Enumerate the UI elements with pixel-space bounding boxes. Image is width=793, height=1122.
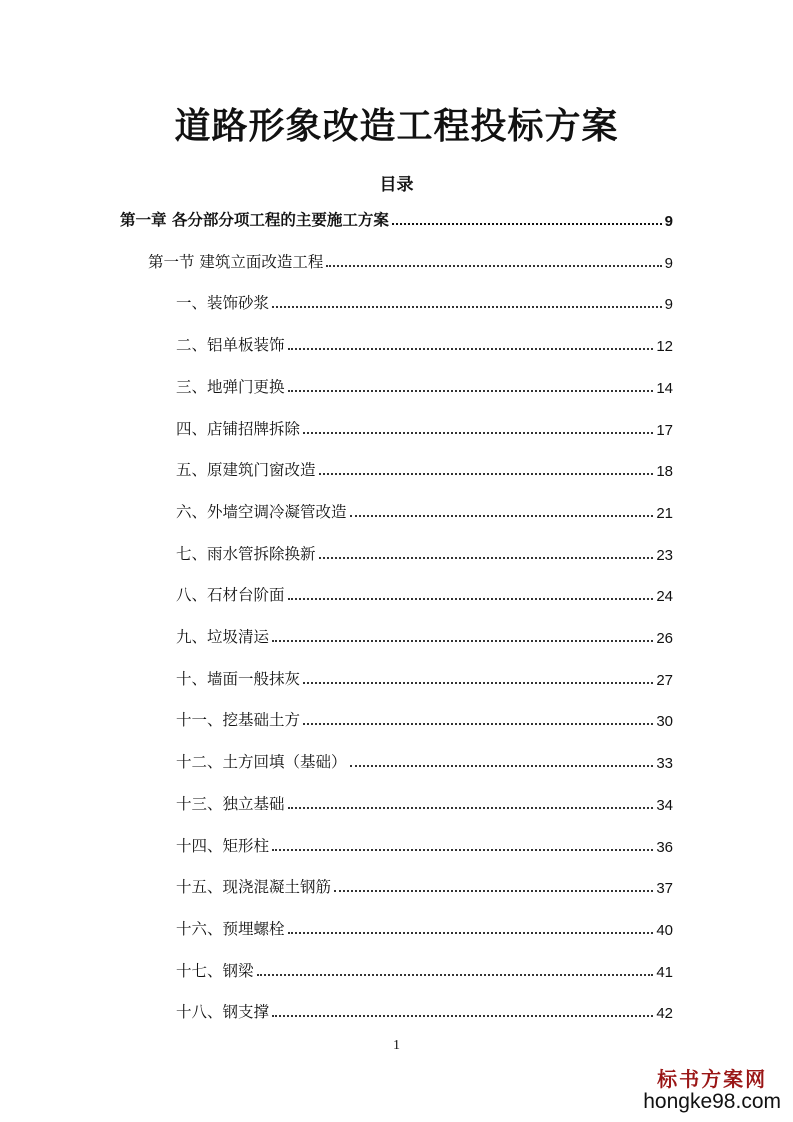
toc-entry-label: 十八、钢支撑 [176,1003,270,1022]
toc-dot-leader [326,265,661,267]
toc-item-entry[interactable] [176,959,673,981]
site-watermark [643,1063,781,1114]
toc-dot-leader [272,1015,653,1017]
toc-entry-page: 9 [664,254,673,272]
toc-item-entry[interactable] [176,750,673,772]
toc-dot-leader [334,890,653,892]
toc-dot-leader [272,640,653,642]
toc-dot-leader [288,390,654,392]
toc-item-entry[interactable] [176,917,673,939]
toc-entry-page: 9 [664,296,673,314]
toc-entry-page: 26 [656,630,673,647]
toc-item-entry[interactable] [176,583,673,605]
toc-item-entry[interactable] [176,834,673,856]
toc-entry-label: 七、雨水管拆除换新 [176,544,316,563]
toc-entry-page: 33 [656,755,673,773]
toc-entry-page: 23 [656,546,673,564]
toc-dot-leader [319,557,654,559]
watermark-url: hongke98.com [643,1090,781,1113]
toc-dot-leader [303,723,653,725]
toc-entry-label: 十二、土方回填（基础） [176,753,347,772]
toc-item-entry[interactable] [176,792,673,814]
toc-entry-label: 十、墙面一般抹灰 [176,669,301,688]
toc-item-entry[interactable] [176,500,673,522]
toc-entry-page: 9 [664,213,673,230]
toc-entry-label: 八、石材台阶面 [176,586,285,605]
toc-heading: 目录 [379,175,414,195]
toc-entry-page: 34 [656,796,673,814]
toc-entry-page: 42 [656,1005,673,1023]
toc-entry-label: 四、店铺招牌拆除 [176,419,301,438]
toc-entry-label: 三、地弹门更换 [176,377,285,396]
toc-item-entry[interactable] [176,458,673,480]
toc-dot-leader [257,974,654,976]
toc-dot-leader [288,807,654,809]
toc-item-entry[interactable] [176,708,673,730]
toc-dot-leader [272,306,662,308]
toc-dot-leader [288,932,654,934]
toc-entry-label: 十七、钢梁 [176,961,254,980]
toc-entry-label: 十四、矩形柱 [176,836,270,855]
toc-item-entry[interactable] [176,1000,673,1022]
toc-entry-page: 12 [656,338,673,356]
toc-dot-leader [272,849,653,851]
toc-dot-leader [303,432,653,434]
toc-entry-page: 24 [656,588,673,606]
toc-item-entry[interactable] [176,291,673,313]
toc-entry-label: 第一节 建筑立面改造工程 [148,252,324,271]
toc-entry-label: 一、装饰砂浆 [176,294,270,313]
toc-entry-label: 十五、现浇混凝土钢筋 [176,878,332,897]
toc-entry-page: 36 [656,838,673,856]
toc-entry-label: 十三、独立基础 [176,794,285,813]
toc-entry-page: 21 [656,504,673,522]
toc-section-entry[interactable] [148,250,673,272]
toc-dot-leader [350,765,654,767]
toc-entry-page: 37 [656,880,673,898]
page-number: 1 [393,1038,400,1053]
toc-dot-leader [288,598,654,600]
toc-entry-page: 18 [656,463,673,481]
toc-item-entry[interactable] [176,875,673,897]
toc-item-entry[interactable] [176,375,673,397]
toc-dot-leader [319,473,654,475]
toc-item-entry[interactable] [176,333,673,355]
toc-entry-label: 五、原建筑门窗改造 [176,461,316,480]
toc-item-entry[interactable] [176,542,673,564]
toc-entry-page: 17 [656,421,673,439]
toc-entry-page: 41 [656,963,673,981]
toc-entry-page: 40 [656,921,673,939]
toc-entry-label: 六、外墙空调冷凝管改造 [176,502,347,521]
document-title: 道路形象改造工程投标方案 [174,106,619,147]
toc-entry-label: 二、铝单板装饰 [176,336,285,355]
watermark-name: 标书方案网 [657,1067,768,1091]
toc-dot-leader [303,682,653,684]
toc-dot-leader [392,223,662,225]
toc-chapter-entry[interactable] [120,208,673,230]
toc-item-entry[interactable] [176,625,673,647]
toc-entry-page: 30 [656,713,673,731]
toc-entry-page: 14 [656,379,673,397]
toc-entry-label: 十一、挖基础土方 [176,711,301,730]
toc-entry-page: 27 [656,671,673,689]
toc-entry-label: 九、垃圾清运 [176,628,270,646]
toc-item-entry[interactable] [176,667,673,689]
toc-dot-leader [288,348,654,350]
toc-dot-leader [350,515,654,517]
toc-item-entry[interactable] [176,417,673,439]
toc-entry-label: 第一章 各分部分项工程的主要施工方案 [120,211,389,229]
toc-entry-label: 十六、预埋螺栓 [176,919,285,938]
